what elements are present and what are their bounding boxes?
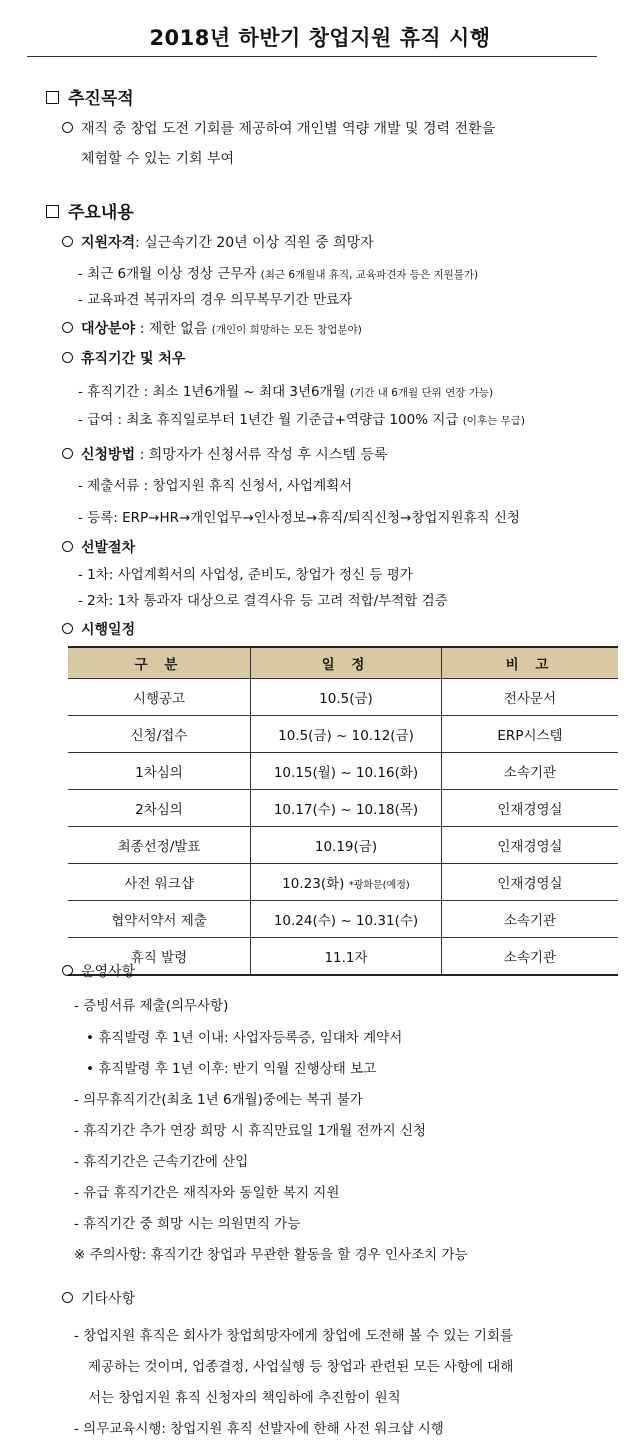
table-row [68, 679, 618, 716]
date-text: 11.1자 [324, 950, 368, 966]
purpose-line-2: 체험할 수 있는 기회 부여 [81, 151, 235, 167]
circle-bullet-icon [62, 236, 73, 247]
cell-remark: ERP시스템 [442, 716, 619, 753]
schedule-item: 시행일정 [62, 619, 135, 639]
section-content-heading: 주요내용 [46, 198, 134, 223]
operations-heading: 운영사항 [62, 961, 135, 981]
table-row [68, 753, 618, 790]
circle-bullet-icon [62, 122, 73, 133]
table-row [68, 938, 618, 976]
operations-line-3: - 휴직기간은 근속기간에 산입 [74, 1154, 249, 1170]
cell-category: 시행공고 [68, 679, 251, 716]
cell-category: 최종선정/발표 [68, 827, 251, 864]
apply-sub-1: - 제출서류 : 창업지원 휴직 신청서, 사업계획서 [78, 478, 353, 494]
eligibility-sub-1: - 최근 6개월 이상 정상 근무자 (최근 6개월내 휴직, 교육파견자 등은 지원불가) [78, 266, 479, 282]
operations-line-2: - 휴직기간 추가 연장 희망 시 휴직만료일 1개월 전까지 신청 [74, 1123, 427, 1139]
date-text: 10.19(금) [314, 839, 378, 855]
page-title: 2018년 하반기 창업지원 휴직 시행 [149, 26, 491, 50]
header-date: 일 정 [251, 647, 442, 679]
square-bullet-icon [46, 205, 59, 218]
date-note: *광화문(예정) [348, 880, 410, 891]
date-text: 10.15(월) ~ 10.16(화) [273, 765, 419, 781]
operations-bullet-2: • 휴직발령 후 1년 이후: 반기 익월 진행상태 보고 [86, 1061, 377, 1077]
period-sub-1: - 휴직기간 : 최소 1년6개월 ~ 최대 3년6개월 (기간 내 6개월 단위 연장 가능) [78, 384, 494, 400]
period-item: 휴직기간 및 처우 [62, 348, 185, 368]
others-line-1: - 창업지원 휴직은 회사가 창업희망자에게 창업에 도전해 볼 수 있는 기회를 [74, 1328, 514, 1344]
cell-category: 신청/접수 [68, 716, 251, 753]
cell-remark: 인재경영실 [442, 864, 619, 901]
field-item: 대상분야 : 제한 없음 (개인이 희망하는 모든 창업분야) [62, 318, 362, 338]
others-line-2: 제공하는 것이며, 업종결정, 사업실행 등 창업과 관련된 모든 사항에 대해 [88, 1359, 514, 1375]
cell-date [251, 790, 442, 827]
cell-remark: 소속기관 [442, 753, 619, 790]
apply-sub-2: - 등록: ERP→HR→개인업무→인사정보→휴직/퇴직신청→창업지원휴직 신청 [78, 510, 520, 526]
square-bullet-icon [46, 91, 59, 104]
purpose-line-1: 재직 중 창업 도전 기회를 제공하여 개인별 역량 개발 및 경력 전환을 [62, 118, 495, 138]
table-row [68, 827, 618, 864]
eligibility-sub-2: - 교육파견 복귀자의 경우 의무복무기간 만료자 [78, 292, 353, 308]
date-text: 10.5(금) ~ 10.12(금) [278, 728, 414, 744]
circle-bullet-icon [62, 623, 73, 634]
title-divider [27, 56, 597, 57]
others-line-4: - 의무교육시행: 창업지원 휴직 선발자에 한해 사전 워크샵 시행 [74, 1421, 444, 1437]
cell-date [251, 938, 442, 976]
apply-item: 신청방법 : 희망자가 신청서류 작성 후 시스템 등록 [62, 444, 387, 464]
cell-date [251, 753, 442, 790]
cell-date [251, 864, 442, 901]
operations-caution: ※ 주의사항: 휴직기간 창업과 무관한 활동을 할 경우 인사조치 가능 [74, 1247, 468, 1263]
selection-sub-1: - 1차: 사업계획서의 사업성, 준비도, 창업가 정신 등 평가 [78, 567, 413, 583]
table-row [68, 716, 618, 753]
period-sub-2: - 급여 : 최초 휴직일로부터 1년간 월 기준급+역량급 100% 지급 (이후는 무급) [78, 412, 525, 428]
table-row [68, 901, 618, 938]
circle-bullet-icon [62, 352, 73, 363]
cell-date [251, 679, 442, 716]
operations-line-5: - 휴직기간 중 희망 시는 의원면직 가능 [74, 1216, 301, 1232]
date-text: 10.24(수) ~ 10.31(수) [273, 913, 419, 929]
cell-remark: 전사문서 [442, 679, 619, 716]
cell-remark: 인재경영실 [442, 790, 619, 827]
date-text: 10.5(금) [319, 691, 373, 707]
header-remark: 비 고 [442, 647, 619, 679]
cell-remark: 소속기관 [442, 938, 619, 976]
cell-category: 2차심의 [68, 790, 251, 827]
circle-bullet-icon [62, 541, 73, 552]
cell-category: 1차심의 [68, 753, 251, 790]
table-row [68, 790, 618, 827]
header-category: 구 분 [68, 647, 251, 679]
section-purpose-heading: 추진목적 [46, 84, 134, 109]
cell-category: 사전 워크샵 [68, 864, 251, 901]
cell-date [251, 827, 442, 864]
others-line-3: 서는 창업지원 휴직 신청자의 책임하에 추진함이 원칙 [88, 1390, 401, 1406]
cell-remark: 소속기관 [442, 901, 619, 938]
cell-category: 협약서약서 제출 [68, 901, 251, 938]
circle-bullet-icon [62, 322, 73, 333]
operations-docs: - 증빙서류 제출(의무사항) [74, 998, 229, 1014]
selection-sub-2: - 2차: 1차 통과자 대상으로 결격사유 등 고려 적합/부적합 검증 [78, 593, 448, 609]
others-heading: 기타사항 [62, 1288, 135, 1308]
operations-line-4: - 유급 휴직기간은 재직자와 동일한 복지 지원 [74, 1185, 340, 1201]
cell-date [251, 901, 442, 938]
cell-category: 휴직 발령 [68, 938, 251, 976]
schedule-table [68, 646, 618, 976]
operations-line-1: - 의무휴직기간(최초 1년 6개월)중에는 복귀 불가 [74, 1092, 363, 1108]
circle-bullet-icon [62, 965, 73, 976]
cell-remark: 인재경영실 [442, 827, 619, 864]
table-header-row [68, 647, 618, 679]
eligibility-item: 지원자격: 실근속기간 20년 이상 직원 중 희망자 [62, 232, 374, 252]
date-text: 10.23(화) [282, 876, 345, 892]
selection-item: 선발절차 [62, 537, 135, 557]
table-row [68, 864, 618, 901]
operations-bullet-1: • 휴직발령 후 1년 이내: 사업자등록증, 임대차 계약서 [86, 1030, 403, 1046]
date-text: 10.17(수) ~ 10.18(목) [273, 802, 419, 818]
circle-bullet-icon [62, 1292, 73, 1303]
circle-bullet-icon [62, 448, 73, 459]
cell-date [251, 716, 442, 753]
